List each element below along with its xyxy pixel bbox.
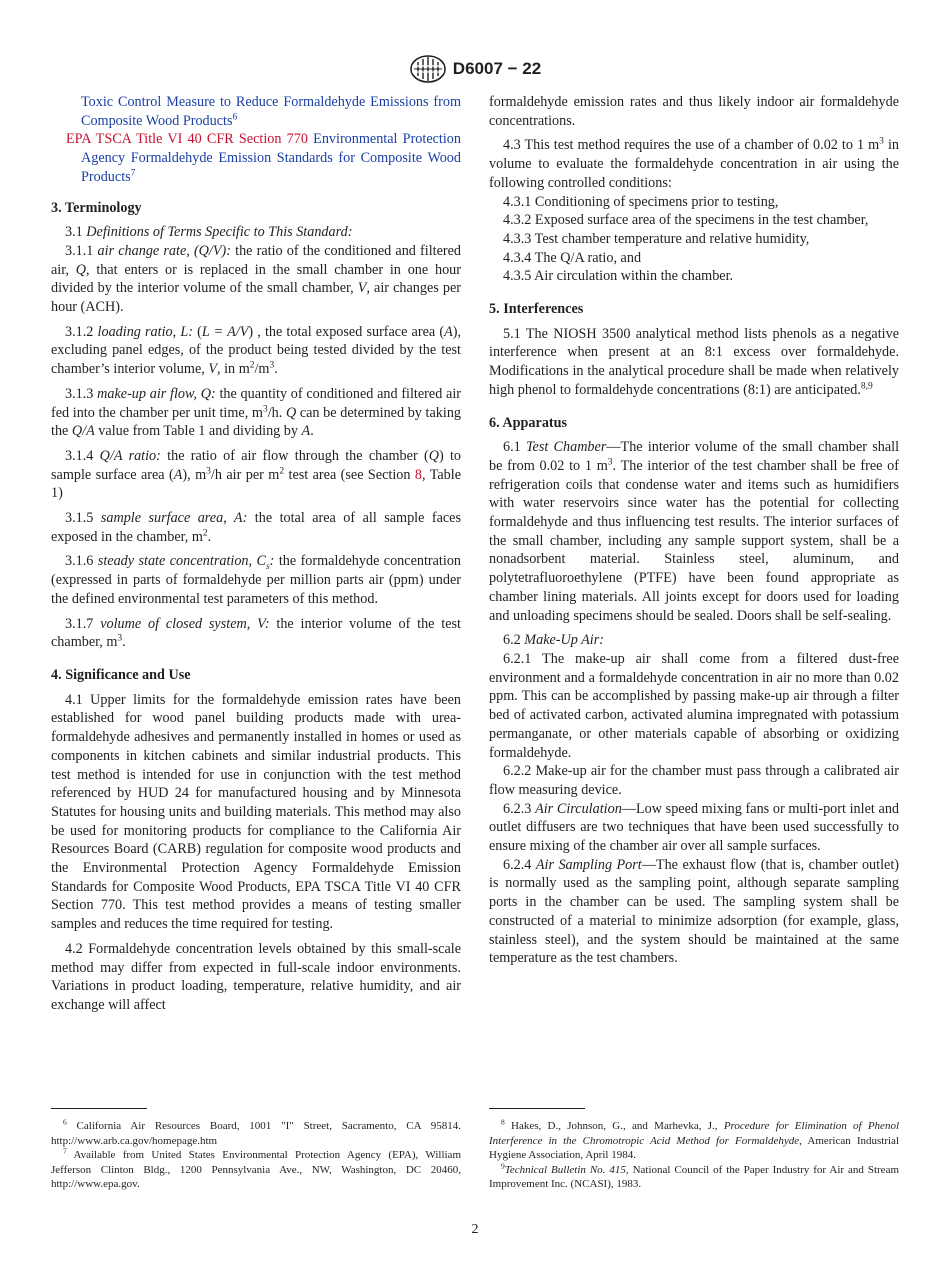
reference-epa-tsca[interactable]: EPA TSCA Title VI 40 CFR Section 770 Environmental Protection Agency Formaldehyde Emission Standards for Composite Wood Products$^7$ (66, 131, 461, 185)
paragraph-3-1-6: 3.1.6 steady state concentration, $C_s$: the formaldehyde concentration (expressed in parts of formaldehyde per million parts air (ppm) under the defined environmental test parameters of this method. (51, 553, 462, 607)
paragraph-6-1: 6.1 Test Chamber—The interior volume of the small chamber shall be from 0.02 to 1 $m^3$. The interior of the test chamber shall be free of refrigeration coils that condense water and items such as humidifiers with water reservoirs since water has the potential for collecting formaldehyde and thus influencing test results. The interior surfaces of the small chamber, including any sample support system, shall be a nonadsorbent material. Stainless steel, aluminum, and polytetrafluoroethylene (PTFE) have been found appropriate as chamber lining materials. All joints except for doors used for loading and unloading specimens should be sealed. Doors shall be self-sealing. (489, 439, 900, 624)
footnotes-right (489, 1119, 899, 1192)
paragraph-3-1: 3.1 Definitions of Terms Specific to This Standard: (65, 224, 353, 241)
right-column (489, 93, 899, 968)
paragraph-4-3: 4.3 This test method requires the use of a chamber of 0.02 to 1 $m^3$ in volume to evaluate the formaldehyde concentration in air using the following controlled conditions: (489, 136, 899, 191)
paragraph-4-3-5: 4.3.5 Air circulation within the chamber. (503, 268, 734, 285)
footnote-9: $^9$Technical Bulletin No. 415, National Council of the Paper Industry for Air and Stream Improvement Inc. (NCASI), 1983. (489, 1161, 900, 1191)
paragraph-3-1-2: 3.1.2 loading ratio, L: (L = A/V) , the total exposed surface area (A), excluding panel edges, of the product being tested divided by the test chamber’s interior volume, V, in $m^2/m^3$. (51, 323, 462, 378)
paragraph-5-1: 5.1 The NIOSH 3500 analytical method lists phenols as a negative interference when present at an 8:1 excess over formaldehyde. Modifications in the analytical procedure shall be made when relatively high phenol to formaldehyde concentrations (8:1) are anticipated.$^{8,9}$ (489, 325, 899, 398)
paragraph-4-1: 4.1 Upper limits for the formaldehyde emission rates have been established for wood panel building products made with urea-formaldehyde adhesives and permanently installed in homes or used as components in kitchen cabinets and similar industrial products. This test method is intended for use in conjunction with the test method referenced by HUD 24 for manufactured housing and by Minnesota Statutes for housing units and building materials. This method may also be used for monitoring products for compliance to the California Air Resources Board (CARB) regulation for composite wood products and the Environmental Protection Agency Formaldehyde Emission Standards for Composite Wood Products, EPA TSCA Title VI 40 CFR Section 770. This test method provides a means of testing smaller samples and reduces the time required for testing. (51, 691, 461, 933)
page-header (0, 54, 950, 84)
paragraph-3-1-7: 3.1.7 volume of closed system, V: the interior volume of the test chamber, $m^3$. (51, 615, 462, 651)
paragraph-4-3-4: 4.3.4 The Q/A ratio, and (503, 249, 642, 266)
section-heading-apparatus: 6. Apparatus (489, 414, 568, 431)
paragraph-4-2-continued: formaldehyde emission rates and thus likely indoor air formaldehyde concentrations. (489, 94, 899, 129)
section-heading-terminology: 3. Terminology (51, 199, 142, 216)
paragraph-6-2-3: 6.2.3 Air Circulation—Low speed mixing fans or multi-port inlet and outlet diffusers are two techniques that have been used successfully to ensure mixing of the chamber air over all sample surfaces. (489, 800, 900, 855)
paragraph-4-3-3: 4.3.3 Test chamber temperature and relative humidity, (503, 230, 810, 247)
paragraph-6-2-1: 6.2.1 The make-up air shall come from a filtered dust-free environment and a formaldehyde concentration in air no more than 0.02 ppm. This can be accomplished by passing make-up air through a filter bed of activated carbon, activated alumina impregnated with potassium permanganate, or other materials capable of absorbing or oxidizing formaldehyde. (489, 650, 899, 761)
section-heading-significance: 4. Significance and Use (51, 666, 191, 683)
paragraph-4-3-2: 4.3.2 Exposed surface area of the specimens in the test chamber, (503, 212, 869, 229)
paragraph-6-2: 6.2 Make-Up Air: (503, 632, 604, 649)
footnote-rule-left (51, 1108, 147, 1109)
paragraph-3-1-5: 3.1.5 sample surface area, A: the total area of all sample faces exposed in the chamber, $m^2$. (51, 510, 461, 545)
paragraph-3-1-1: 3.1.1 air change rate, (Q/V): the ratio of the conditioned and filtered air, Q, that enters or is replaced in the small chamber in one hour divided by the interior volume of the small chamber, V, air changes per hour (ACH). (51, 242, 461, 316)
paragraph-3-1-3: 3.1.3 make-up air flow, Q: the quantity of conditioned and filtered air fed into the chamber per unit time, $m^3/h$. Q can be determined by taking the Q/A value from Table 1 and dividing by A. (51, 385, 462, 440)
astm-logo (409, 54, 447, 84)
footnotes-left (51, 1119, 461, 1192)
page-number: 2 (471, 1222, 479, 1237)
footnote-rule-right (489, 1108, 585, 1109)
paragraph-6-2-2: 6.2.2 Make-up air for the chamber must pass through a calibrated air flow measuring device. (489, 763, 899, 798)
footnote-6: $^6$ California Air Resources Board, 1001 "I" Street, Sacramento, CA 95814. http://www.arb.ca.gov/homepage.htm (51, 1117, 461, 1147)
section-8-link[interactable]: 8 (414, 466, 422, 483)
paragraph-4-2: 4.2 Formaldehyde concentration levels obtained by this small-scale method may differ from expected in full-scale indoor environments. Variations in product loading, temperature, relative humidity, and air exchange will affect (51, 940, 461, 1013)
paragraph-6-2-4: 6.2.4 Air Sampling Port—The exhaust flow (that is, chamber outlet) is normally used as the sampling point, although separate sampling ports in the chamber can be used. The sampling system shall be constructed of a material to minimize adsorption (for example, glass, stainless steel), and the system should be maintained at the same temperature as the test chambers. (489, 856, 899, 967)
reference-carb[interactable]: Toxic Control Measure to Reduce Formaldehyde Emissions from Composite Wood Products$^6$ (81, 94, 461, 129)
section-heading-interferences: 5. Interferences (489, 301, 584, 318)
paragraph-3-1-4: 3.1.4 Q/A ratio: the ratio of air flow through the chamber (Q) to sample surface area (A), $m^3/h$ air per $m^2$ test area (see Section 8, Table 1) (51, 447, 462, 502)
footnote-7: $^7$ Available from United States Environmental Protection Agency (EPA), William Jefferson Clinton Bldg., 1200 Pennsylvania Ave., NW, Washington, DC 20460, http://www.epa.gov. (51, 1146, 461, 1191)
left-column (51, 93, 461, 1015)
document-designation: D6007 − 22 (452, 59, 542, 78)
footnote-8: $^8$ Hakes, D., Johnson, G., and Marhevka, J., Procedure for Elimination of Phenol Interference in the Chromotropic Acid Method for Formaldehyde, American Industrial Hygiene Association, April 1984. (489, 1117, 899, 1162)
paragraph-4-3-1: 4.3.1 Conditioning of specimens prior to testing, (503, 193, 779, 210)
